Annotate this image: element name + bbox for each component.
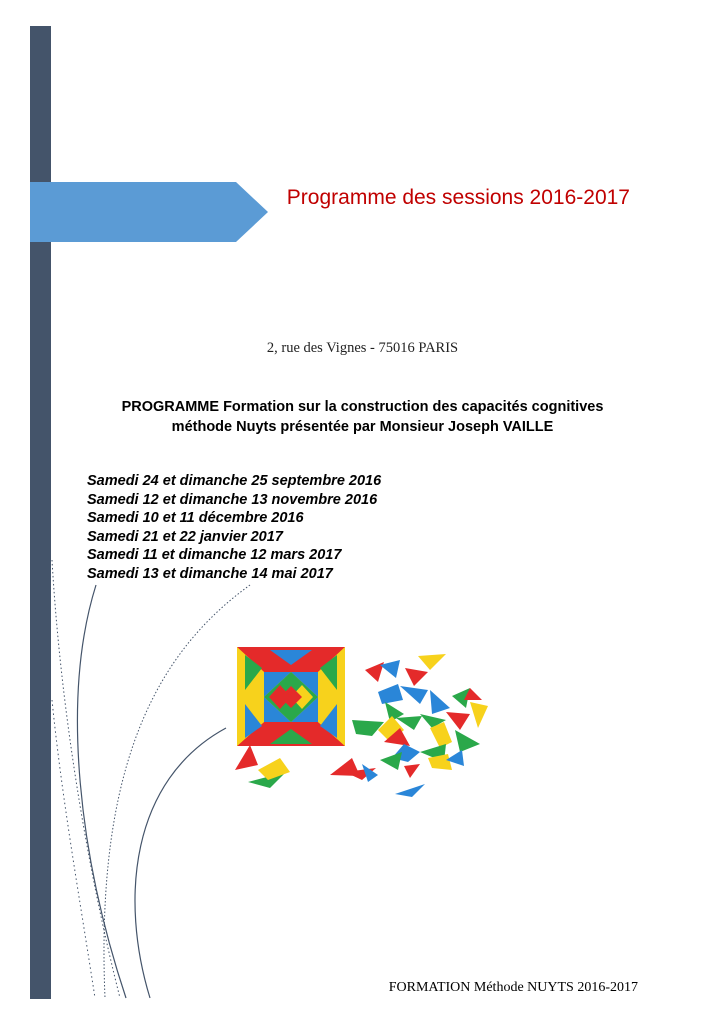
programme-line-2: méthode Nuyts présentée par Monsieur Joseph VAILLE xyxy=(171,419,554,435)
address: 2, rue des Vignes - 75016 PARIS xyxy=(266,340,459,356)
session-date: Samedi 11 et dimanche 12 mars 2017 xyxy=(87,547,342,563)
tile-square-mosaic xyxy=(237,647,345,746)
session-date: Samedi 13 et dimanche 14 mai 2017 xyxy=(87,565,333,582)
session-date: Samedi 24 et dimanche 25 septembre 2016 xyxy=(87,473,382,489)
session-date: Samedi 12 et dimanche 13 novembre 2016 xyxy=(87,491,378,508)
session-date: Samedi 10 et 11 décembre 2016 xyxy=(87,510,304,526)
session-date: Samedi 21 et 22 janvier 2017 xyxy=(87,528,283,545)
page-title: Programme des sessions 2016-2017 xyxy=(286,186,630,209)
programme-line-1: PROGRAMME Formation sur la construction des capacités cognitives xyxy=(121,399,604,415)
footer: FORMATION Méthode NUYTS 2016-2017 xyxy=(388,980,638,995)
